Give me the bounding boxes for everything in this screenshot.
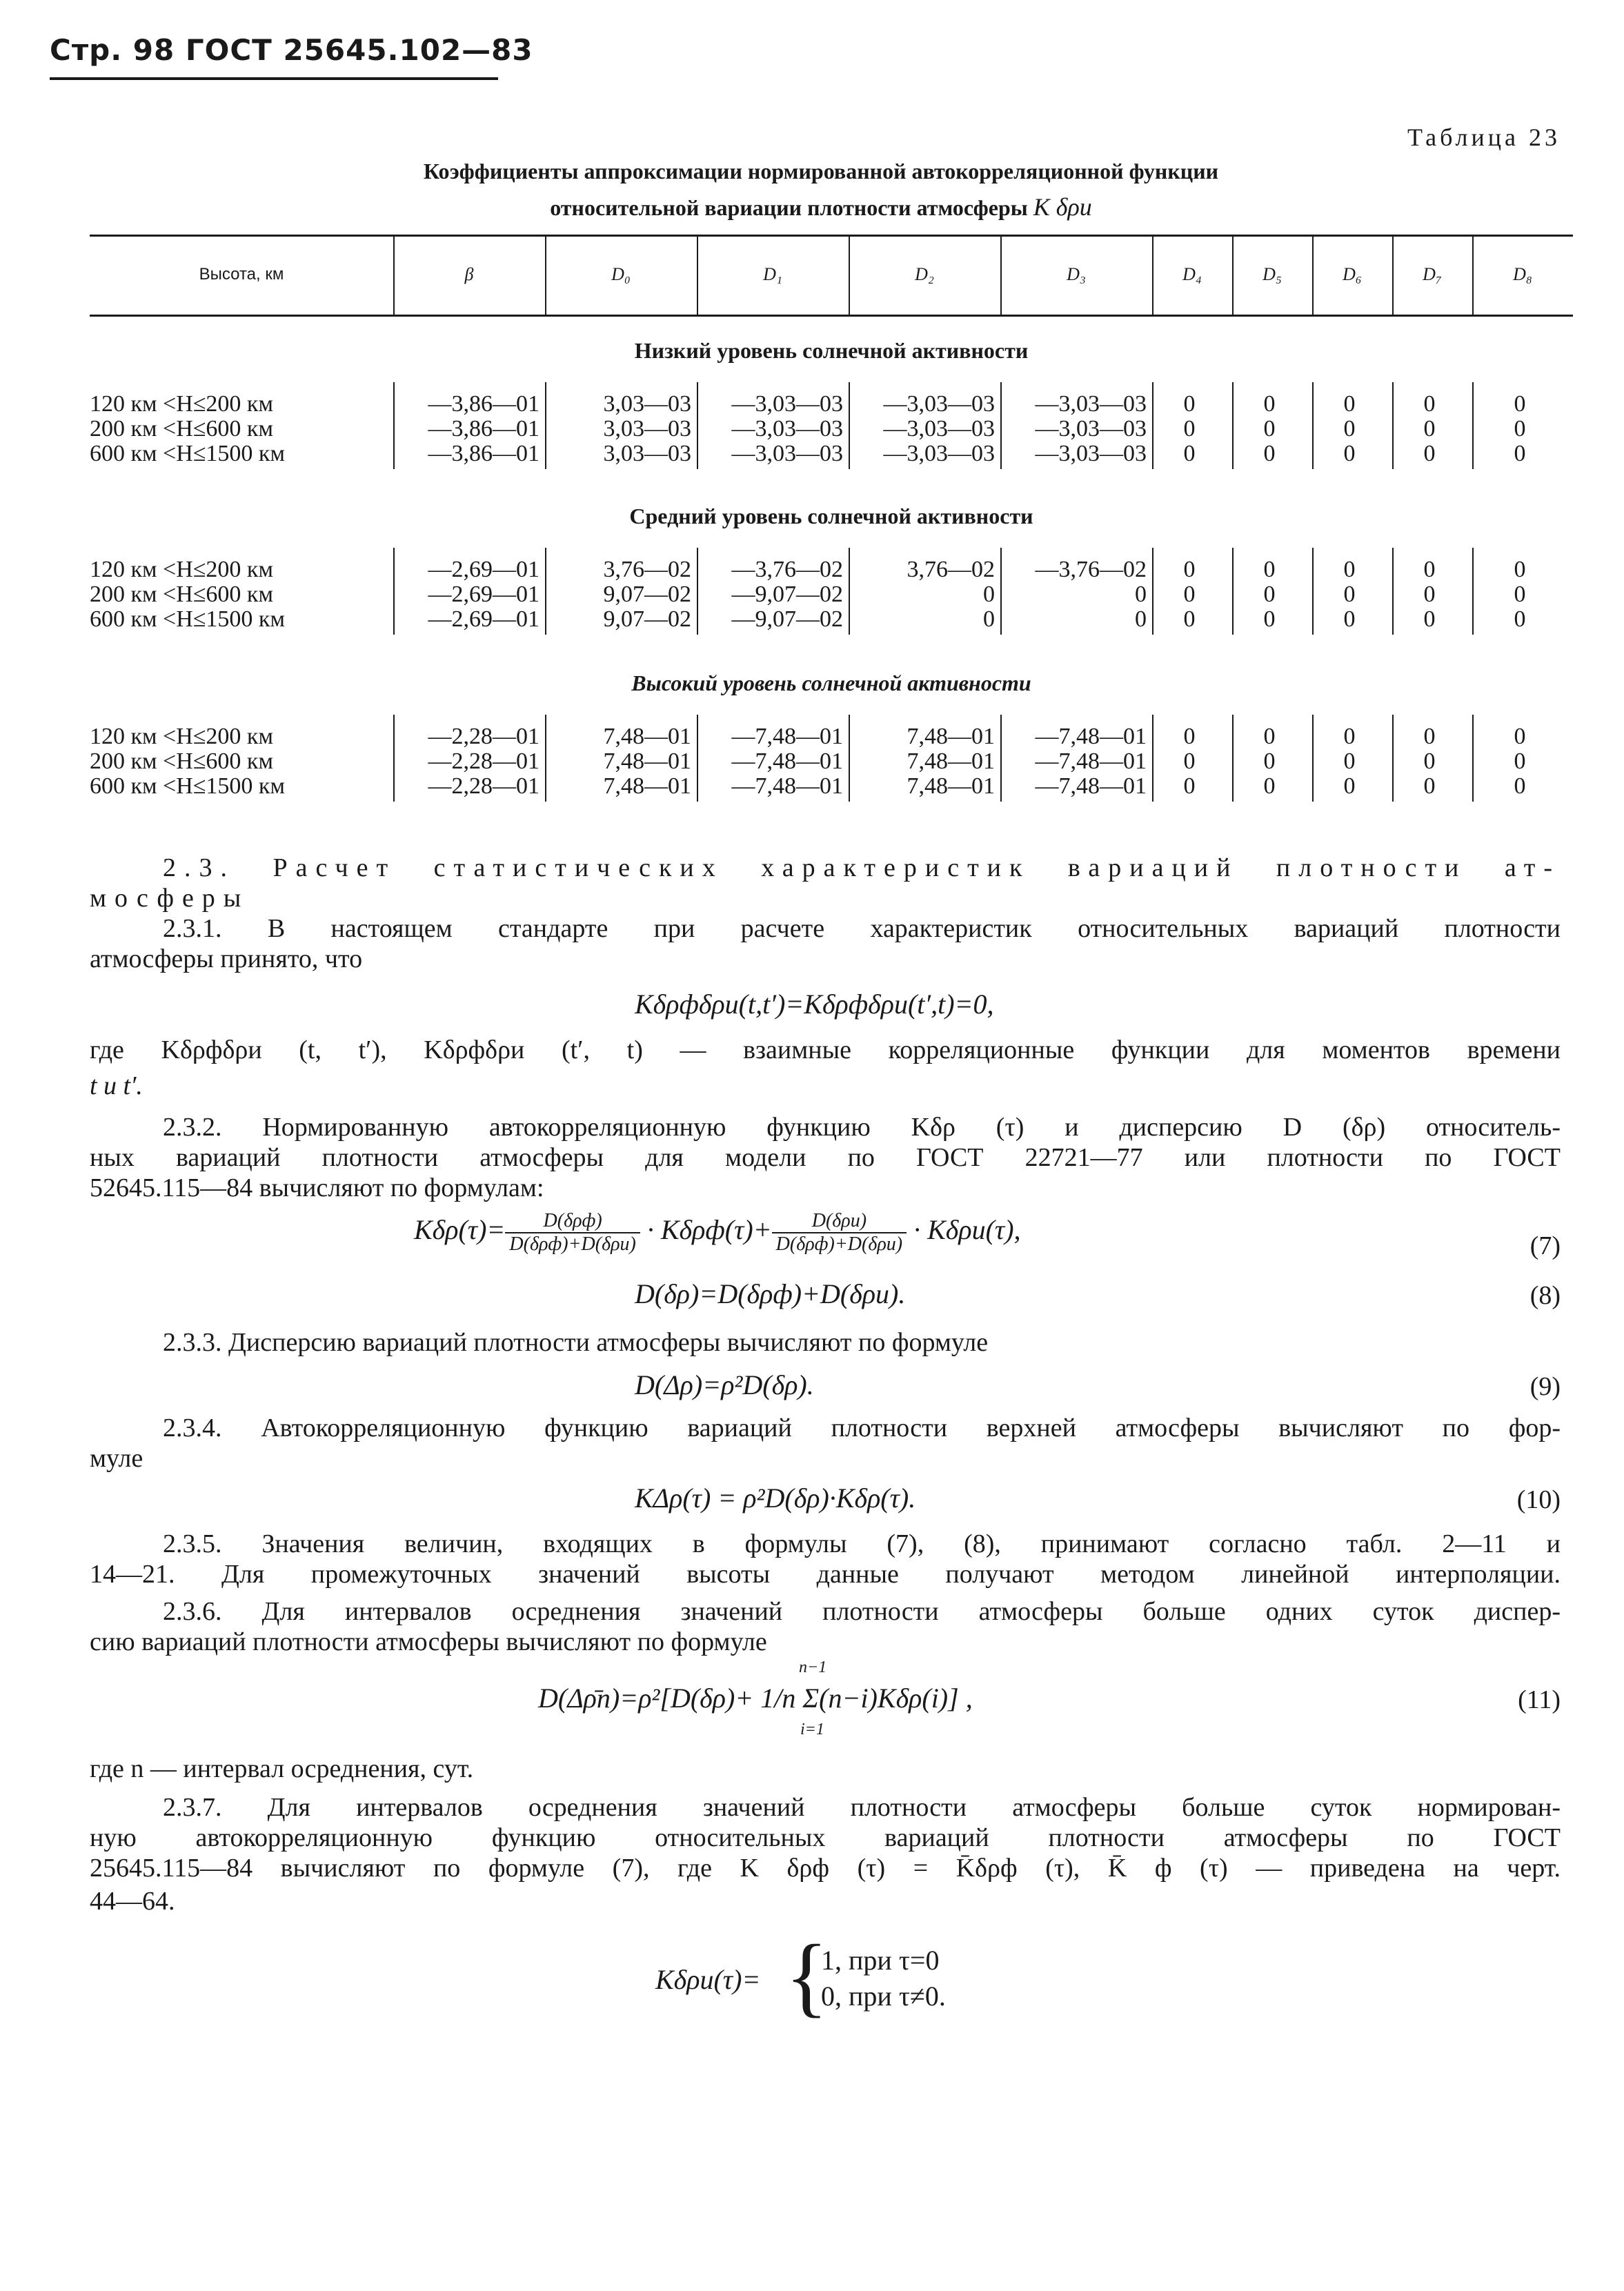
table-cell: —3,03—03	[883, 391, 995, 417]
table-cell: 0	[1183, 582, 1196, 607]
table-cell: 0	[1343, 391, 1356, 417]
table-cell: 0	[1514, 441, 1526, 466]
table-cell: —7,48—01	[1035, 773, 1147, 799]
table-row	[0, 582, 1624, 607]
table-cell: —3,03—03	[731, 416, 843, 442]
table-cell: 0	[1343, 606, 1356, 632]
section-title: Низкий уровень солнечной активности	[634, 338, 1029, 363]
table-cell: 0	[1423, 773, 1436, 799]
table-cell: 0	[1423, 557, 1436, 582]
para-2-3-6-c: где n — интервал осреднения, сут.	[90, 1754, 474, 1783]
formula-10: KΔρ(τ) = ρ²D(δρ)·Kδρ(τ).	[635, 1482, 916, 1514]
formula-last-case-2: 0, при τ≠0.	[821, 1981, 946, 2012]
row-height-label: 120 км <H≤200 км	[90, 557, 273, 582]
table-cell: 0	[1263, 441, 1276, 466]
formula-cross-correlation: Kδρфδρи(t,t′)=Kδρфδρи(t′,t)=0,	[635, 989, 994, 1020]
table-cell: —3,03—03	[1035, 391, 1147, 417]
row-height-label: 600 км <H≤1500 км	[90, 606, 285, 632]
table-cell: —2,28—01	[428, 724, 539, 749]
table-cell: —2,69—01	[428, 606, 539, 632]
header-column-divider	[1232, 235, 1234, 315]
para-2-3-b: мосферы	[90, 884, 250, 913]
header-column-divider	[1392, 235, 1394, 315]
formula-11-sum-lower: i=1	[800, 1720, 824, 1738]
para-2-3-1-c: где Kδρфδρи (t, t′), Kδρфδρи (t′, t) — взаимные корреляционные функции для моментов времени	[90, 1035, 1561, 1064]
table-cell: 0	[1183, 391, 1196, 417]
table-cell: 0	[1343, 582, 1356, 607]
column-header-4: D₂	[915, 264, 934, 284]
para-2-3-5-b: 14—21. Для промежуточных значений высоты данные получают методом линейной интерполяции.	[90, 1560, 1561, 1589]
para-2-3-5-a: 2.3.5. Значения величин, входящих в формулы (7), (8), принимают согласно табл. 2—11 и	[163, 1529, 1561, 1558]
table-cell: 0	[1263, 606, 1276, 632]
para-2-3-4-a: 2.3.4. Автокорреляционную функцию вариаций плотности верхней атмосферы вычисляют по фор-	[163, 1414, 1561, 1442]
table-cell: 0	[1343, 557, 1356, 582]
table-cell: —7,48—01	[1035, 748, 1147, 774]
table-cell: 0	[1135, 606, 1147, 632]
row-height-label: 200 км <H≤600 км	[90, 582, 273, 607]
table-row	[0, 749, 1624, 774]
table-cell: 3,76—02	[603, 557, 691, 582]
column-header-10: D₈	[1513, 264, 1532, 284]
table-cell: 0	[1423, 724, 1436, 749]
header-column-divider	[393, 235, 395, 315]
header-rule	[50, 77, 498, 80]
table-cell: —3,03—03	[731, 441, 843, 466]
formula-last-lhs: Kδρи(τ)=	[655, 1964, 761, 1995]
formula-9: D(Δρ)=ρ²D(δρ).	[635, 1369, 814, 1400]
table-cell: —7,48—01	[1035, 724, 1147, 749]
table-cell: 0	[1263, 582, 1276, 607]
table-cell: 0	[1423, 748, 1436, 774]
table-cell: 3,76—02	[907, 557, 995, 582]
table-cell: 0	[1514, 724, 1526, 749]
table-cell: 7,48—01	[603, 724, 691, 749]
table-cell: —3,86—01	[428, 441, 539, 466]
table-cell: —2,69—01	[428, 582, 539, 607]
table-cell: 0	[1343, 416, 1356, 442]
table-row	[0, 774, 1624, 799]
page-header: Стр. 98 ГОСТ 25645.102—83	[50, 33, 533, 67]
table-cell: 7,48—01	[603, 773, 691, 799]
column-header-2: D₀	[611, 264, 631, 284]
equation-number-10: (10)	[1516, 1485, 1561, 1514]
table-cell: 0	[1183, 724, 1196, 749]
table-cell: 0	[1135, 582, 1147, 607]
header-column-divider	[697, 235, 698, 315]
table-cell: 0	[1183, 606, 1196, 632]
table-cell: 0	[1183, 748, 1196, 774]
caption-symbol: K δρи	[1033, 193, 1092, 221]
table-cell: 0	[1263, 748, 1276, 774]
table-cell: 0	[1183, 441, 1196, 466]
para-2-3-2-c: 52645.115—84 вычисляют по формулам:	[90, 1173, 544, 1202]
para-2-3-a: 2.3. Расчет статистических характеристик вариаций плотности ат-	[163, 853, 1561, 882]
table-cell: 0	[983, 582, 995, 607]
table-cell: —9,07—02	[731, 582, 843, 607]
table-cell: 0	[1514, 557, 1526, 582]
header-column-divider	[1472, 235, 1474, 315]
table-cell: —3,76—02	[1035, 557, 1147, 582]
para-2-3-2-a: 2.3.2. Нормированную автокорреляционную функцию Kδρ (τ) и дисперсию D (δρ) относитель-	[163, 1113, 1561, 1142]
row-height-label: 200 км <H≤600 км	[90, 748, 273, 774]
table-row	[0, 724, 1624, 749]
table-cell: —9,07—02	[731, 606, 843, 632]
table-cell: 0	[1423, 391, 1436, 417]
equation-number-11: (11)	[1518, 1685, 1561, 1714]
formula-7: Kδρ(τ)= $\frac{\text{D(δρф)}}{\text{D(δρф)+D(δρи)}}$ · Kδρф(τ)+ $\frac{\text{D(δρи)}}{\text{D(δρф)+D(δρи)}}$ · Kδρи(τ),	[414, 1210, 1021, 1255]
para-2-3-7-b: ную автокорреляционную функцию относительных вариаций плотности атмосферы по ГОСТ	[90, 1823, 1561, 1852]
table-cell: 3,03—03	[603, 441, 691, 466]
table-row	[0, 392, 1624, 417]
column-header-1: β	[464, 264, 474, 284]
row-height-label: 600 км <H≤1500 км	[90, 773, 285, 799]
table-cell: 0	[1183, 416, 1196, 442]
table-cell: —3,03—03	[1035, 416, 1147, 442]
header-column-divider	[545, 235, 546, 315]
table-cell: 0	[1343, 724, 1356, 749]
table-cell: —7,48—01	[731, 724, 843, 749]
equation-number-9: (9)	[1529, 1372, 1561, 1401]
table-cell: —3,03—03	[731, 391, 843, 417]
table-cell: 0	[1514, 391, 1526, 417]
table-row	[0, 607, 1624, 632]
column-header-9: D₇	[1423, 264, 1442, 284]
formula-last-brace: {	[785, 1927, 829, 2026]
table-cell: 7,48—01	[907, 748, 995, 774]
equation-number-7: (7)	[1529, 1231, 1561, 1260]
table-cell: 0	[1423, 416, 1436, 442]
para-2-3-6-b: сию вариаций плотности атмосферы вычисляют по формуле	[90, 1627, 767, 1656]
table-cell: —3,76—02	[731, 557, 843, 582]
table-cell: —2,69—01	[428, 557, 539, 582]
para-2-3-1-d: t и t′.	[90, 1071, 143, 1100]
header-column-divider	[1000, 235, 1002, 315]
para-2-3-4-b: муле	[90, 1444, 143, 1473]
table-cell: 0	[1514, 582, 1526, 607]
equation-number-8: (8)	[1529, 1281, 1561, 1310]
formula-7-fraction-2: $\frac{\text{D(δρи)}}{\text{D(δρф)+D(δρи)}}$	[772, 1210, 907, 1256]
row-height-label: 200 км <H≤600 км	[90, 416, 273, 442]
table-cell: 0	[1263, 724, 1276, 749]
section-title: Средний уровень солнечной активности	[629, 504, 1033, 528]
table-cell: 9,07—02	[603, 606, 691, 632]
table-cell: —3,86—01	[428, 391, 539, 417]
table-row	[0, 557, 1624, 582]
table-cell: —3,86—01	[428, 416, 539, 442]
table-cell: —2,28—01	[428, 773, 539, 799]
table-caption	[304, 153, 1338, 226]
table-cell: 7,48—01	[907, 724, 995, 749]
column-header-6: D₄	[1182, 264, 1202, 284]
table-cell: —3,03—03	[1035, 441, 1147, 466]
table-cell: 0	[1263, 391, 1276, 417]
table-cell: 0	[1263, 416, 1276, 442]
table-cell: 0	[1423, 441, 1436, 466]
para-2-3-7-a: 2.3.7. Для интервалов осреднения значений плотности атмосферы больше суток нормирован-	[163, 1793, 1561, 1822]
table-cell: 0	[1343, 748, 1356, 774]
table-cell: 3,03—03	[603, 391, 691, 417]
column-header-5: D₃	[1067, 264, 1086, 284]
table-cell: —3,03—03	[883, 416, 995, 442]
table-cell: 0	[1514, 748, 1526, 774]
table-cell: 0	[1263, 773, 1276, 799]
para-2-3-7-c: 25645.115—84 вычисляют по формуле (7), где K δρф (τ) = K̄δρф (τ), K̄ ф (τ) — приведена на черт.	[90, 1854, 1561, 1883]
table-cell: 3,03—03	[603, 416, 691, 442]
table-row	[0, 417, 1624, 442]
row-height-label: 600 км <H≤1500 км	[90, 441, 285, 466]
table-cell: —2,28—01	[428, 748, 539, 774]
column-header-3: D₁	[763, 264, 782, 284]
formula-8: D(δρ)=D(δρф)+D(δρи).	[635, 1278, 906, 1309]
caption-line-1: Коэффициенты аппроксимации нормированной автокорреляционной функции	[423, 159, 1219, 184]
header-column-divider	[849, 235, 850, 315]
para-2-3-7-d: 44—64.	[90, 1887, 175, 1916]
table-cell: —3,03—03	[883, 441, 995, 466]
table-cell: 0	[1423, 606, 1436, 632]
table-cell: 0	[1423, 582, 1436, 607]
table-label: Таблица 23	[1407, 123, 1561, 151]
header-column-divider	[1312, 235, 1314, 315]
column-header-7: D₅	[1262, 264, 1282, 284]
formula-7-fraction-1: $\frac{\text{D(δρф)}}{\text{D(δρф)+D(δρи)}}$	[505, 1210, 640, 1256]
table-top-rule	[90, 235, 1573, 237]
table-cell: —7,48—01	[731, 748, 843, 774]
table-cell: 0	[1514, 773, 1526, 799]
table-row	[0, 442, 1624, 466]
table-cell: 0	[1343, 773, 1356, 799]
formula-last-case-1: 1, при τ=0	[821, 1945, 940, 1976]
formula-11: D(Δρ̄n)=ρ²[D(δρ)+ 1/n Σ(n−i)Kδρ(i)] ,	[538, 1683, 973, 1714]
table-cell: 0	[983, 606, 995, 632]
formula-11-sum-upper: n−1	[799, 1658, 827, 1676]
table-cell: 0	[1514, 606, 1526, 632]
section-title: Высокий уровень солнечной активности	[631, 671, 1031, 695]
para-2-3-6-a: 2.3.6. Для интервалов осреднения значений плотности атмосферы больше одних суток диспер-	[163, 1597, 1561, 1626]
para-2-3-1-a: 2.3.1. В настоящем стандарте при расчете характеристик относительных вариаций плотности	[163, 914, 1561, 943]
column-header-8: D₆	[1343, 264, 1362, 284]
table-cell: —7,48—01	[731, 773, 843, 799]
row-height-label: 120 км <H≤200 км	[90, 391, 273, 417]
table-cell: 0	[1343, 441, 1356, 466]
table-cell: 0	[1514, 416, 1526, 442]
table-cell: 0	[1263, 557, 1276, 582]
para-2-3-1-b: атмосферы принято, что	[90, 944, 363, 973]
table-cell: 9,07—02	[603, 582, 691, 607]
table-cell: 7,48—01	[907, 773, 995, 799]
row-height-label: 120 км <H≤200 км	[90, 724, 273, 749]
header-column-divider	[1152, 235, 1153, 315]
table-cell: 0	[1183, 773, 1196, 799]
table-header-rule	[90, 315, 1573, 317]
table-cell: 7,48—01	[603, 748, 691, 774]
para-2-3-2-b: ных вариаций плотности атмосферы для модели по ГОСТ 22721—77 или плотности по ГОСТ	[90, 1143, 1561, 1172]
column-header-0: Высота, км	[199, 265, 284, 284]
table-cell: 0	[1183, 557, 1196, 582]
caption-line-2: относительной вариации плотности атмосферы K δρи	[550, 193, 1092, 221]
para-2-3-3: 2.3.3. Дисперсию вариаций плотности атмосферы вычисляют по формуле	[163, 1328, 989, 1357]
